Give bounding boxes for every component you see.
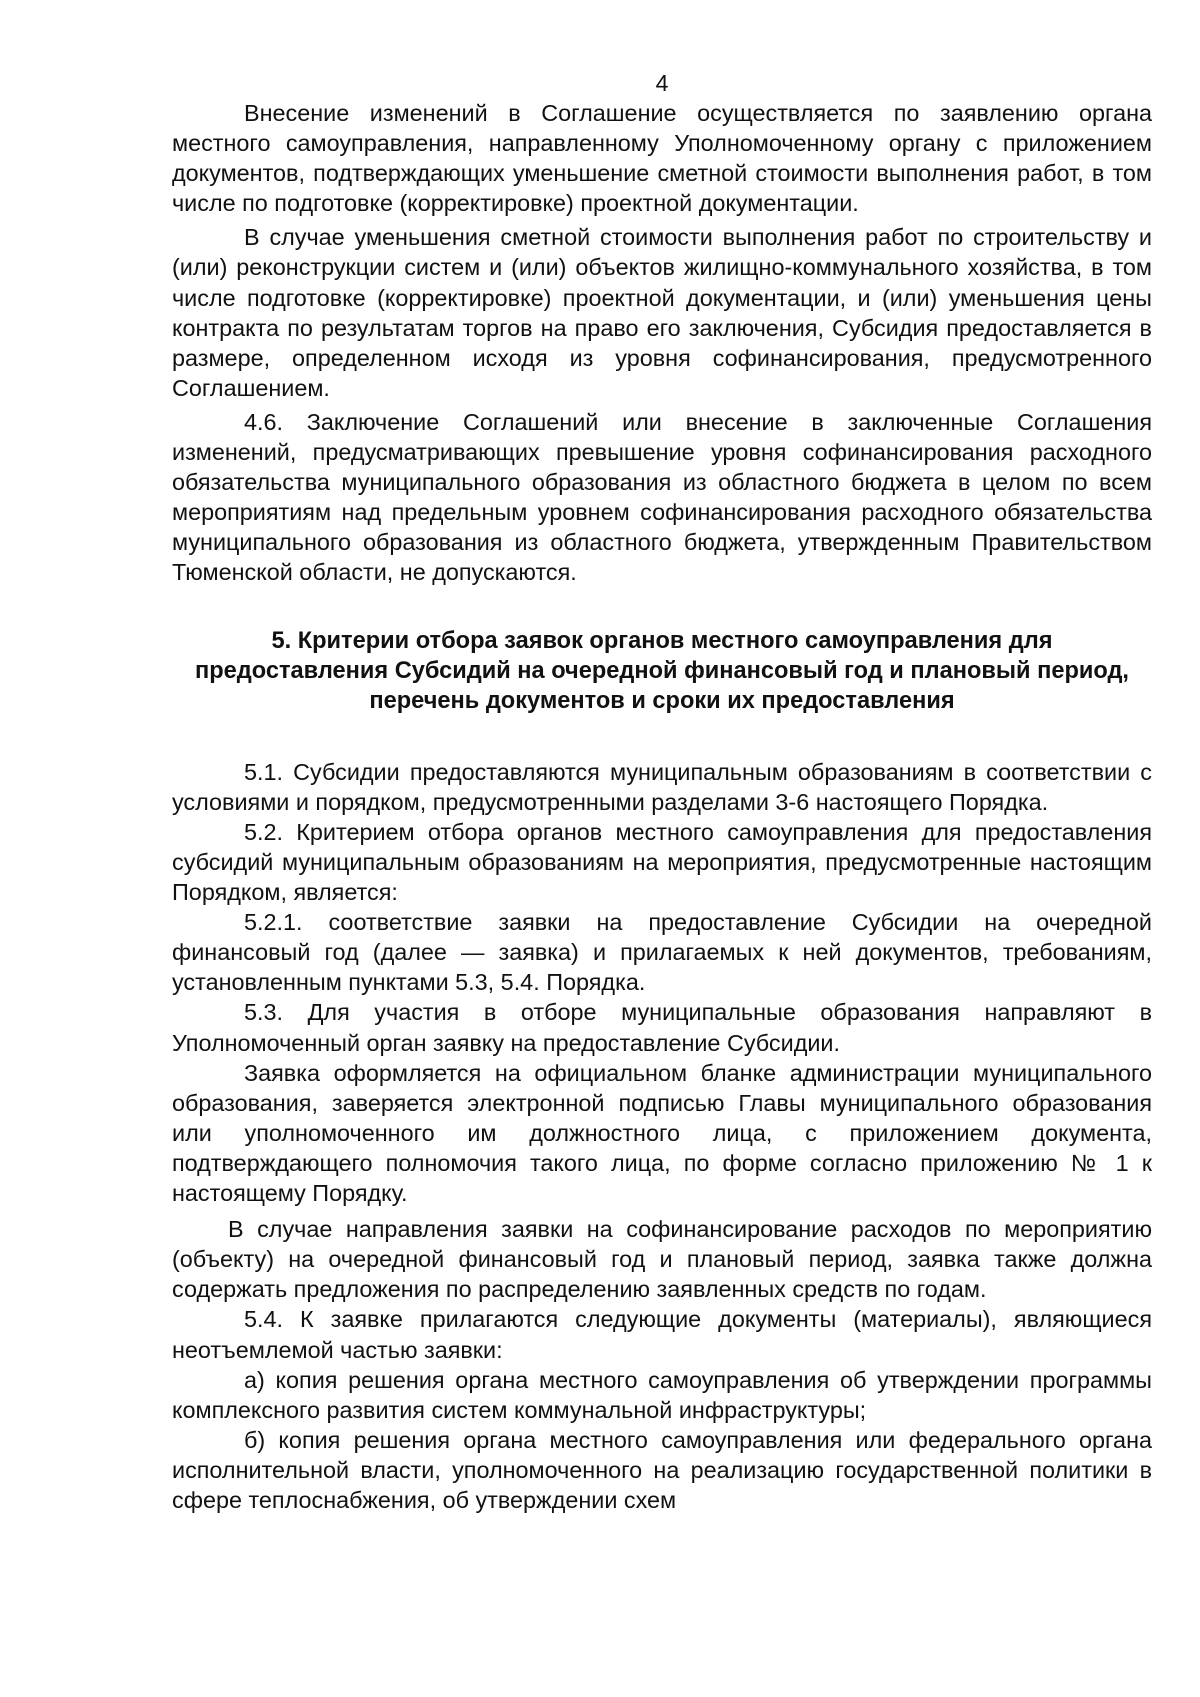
list-item-a: а) копия решения органа местного самоуправления об утверждении программы комплексного развития систем коммунальной инфраструктуры; (172, 1366, 1152, 1423)
paragraph-amendment-application: Внесение изменений в Соглашение осуществляется по заявлению органа местного самоуправления, направленному Уполномоченному органу с приложением документов, подтверждающих уменьшение сметной стоимости выполнения работ, в том числе по подготовке (корректировке) проектной документации. (172, 100, 1152, 217)
document-page (172, 70, 1152, 1515)
page-number: 4 (655, 70, 669, 96)
section-5-heading: 5. Критерии отбора заявок органов местного самоуправления для предоставления Субсидий на очередной финансовый год и плановый период, перечень документов и сроки их предоставления (194, 627, 1129, 715)
paragraph-5-2: 5.2. Критерием отбора органов местного самоуправления для предоставления субсидий муниципальным образованиям на мероприятия, предусмотренные настоящим Порядком, является: (172, 818, 1152, 906)
paragraph-5-1: 5.1. Субсидии предоставляются муниципальным образованиям в соответствии с условиями и порядком, предусмотренными разделами 3-6 настоящего Порядка. (172, 758, 1152, 815)
paragraph-5-2-1: 5.2.1. соответствие заявки на предоставление Субсидии на очередной финансовый год (далее — заявка) и прилагаемых к ней документов, требованиям, установленным пунктами 5.3, 5.4. Порядка. (172, 909, 1152, 996)
paragraph-cost-reduction: В случае уменьшения сметной стоимости выполнения работ по строительству и (или) реконструкции систем и (или) объектов жилищно-коммунального хозяйства, в том числе подготовке (корректировке) проектной документации, и (или) уменьшения цены контракта по результатам торгов на право его заключения, Субсидия предоставляется в размере, определенном исходя из уровня софинансирования, предусмотренного Соглашением. (172, 224, 1152, 401)
paragraph-4-6: 4.6. Заключение Соглашений или внесение в заключенные Соглашения изменений, предусматривающих превышение уровня софинансирования расходного обязательства муниципального образования из областного бюджета в целом по всем мероприятиям над предельным уровнем софинансирования расходного обязательства муниципального образования из областного бюджета, утвержденным Правительством Тюменской области, не допускаются. (172, 408, 1152, 586)
paragraph-5-3: 5.3. Для участия в отборе муниципальные образования направляют в Уполномоченный орган заявку на предоставление Субсидии. (172, 999, 1152, 1056)
list-item-b: б) копия решения органа местного самоуправления или федерального органа исполнительной власти, уполномоченного на реализацию государственной политики в сфере теплоснабжения, об утверждении схем (172, 1426, 1152, 1513)
paragraph-cofinancing-request: В случае направления заявки на софинансирование расходов по мероприятию (объекту) на очередной финансовый год и плановый период, заявка также должна содержать предложения по распределению заявленных средств по годам. (172, 1216, 1152, 1303)
paragraph-5-4: 5.4. К заявке прилагаются следующие документы (материалы), являющиеся неотъемлемой частью заявки: (172, 1306, 1152, 1363)
paragraph-application-form: Заявка оформляется на официальном бланке администрации муниципального образования, заверяется электронной подписью Главы муниципального образования или уполномоченного им должностного лица, с приложением документа, подтверждающего полномочия такого лица, по форме согласно приложению № 1 к настоящему Порядку. (172, 1059, 1152, 1207)
